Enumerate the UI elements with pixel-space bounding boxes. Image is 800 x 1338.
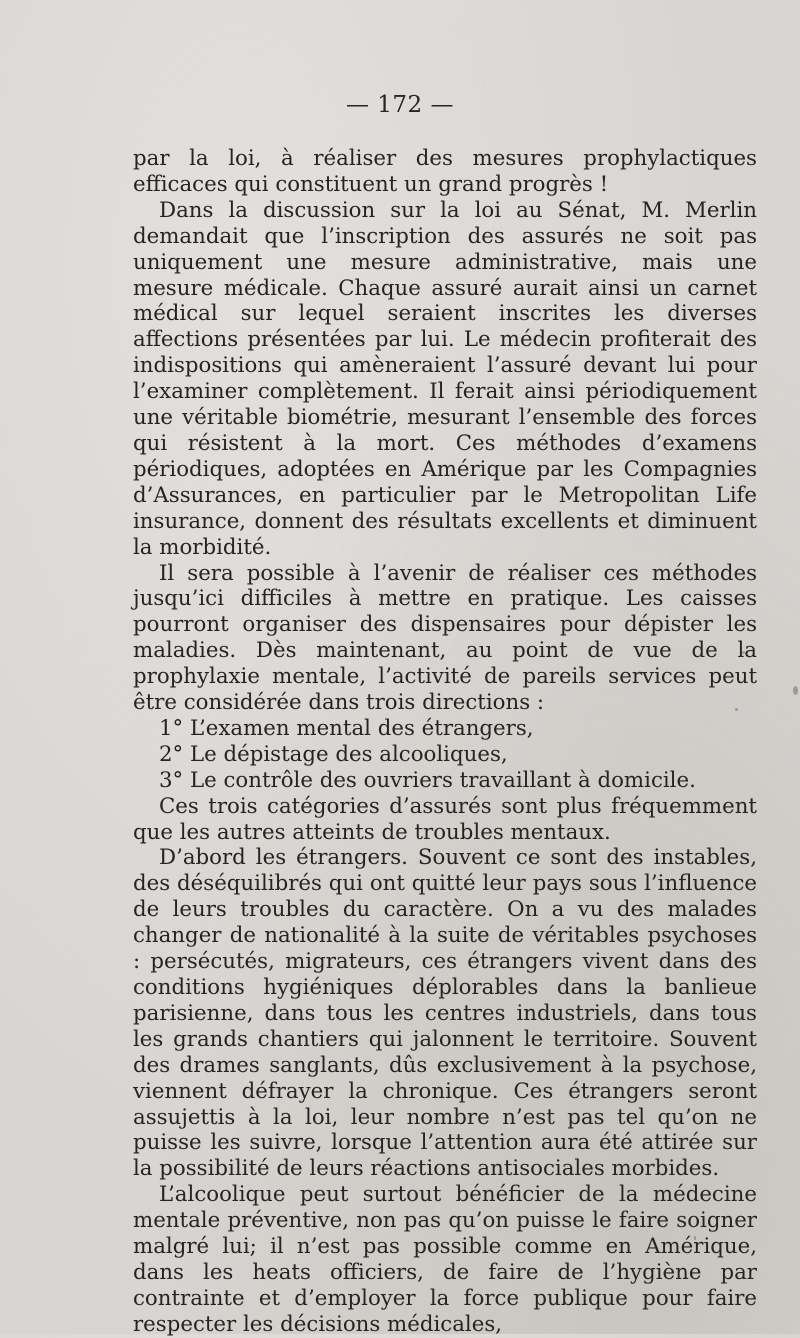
list-item: 2° Le dépistage des alcooliques, [159,741,508,767]
paragraph: par la loi, à réaliser des mesures prophylactiques efficaces qui constituent un grand progrès ! [133,146,757,197]
paper-speck [742,651,745,654]
paragraph: Ces trois catégories d’assurés sont plus fréquemment que les autres atteints de troubles mentaux. [133,793,757,845]
list-item: 3° Le contrôle des ouvriers travaillant à domicile. [159,767,696,793]
paragraph: Il sera possible à l’avenir de réaliser ces méthodes jusqu’ici difficiles à mettre en pratique. Les caisses pourront organiser des dispensaires pour dépister les maladies. Dès maintenant, au point de vue de la prophylaxie mentale, l’activité de pareils services peut être considérée dans trois directions : [133,560,757,716]
paper-speck [694,1236,696,1240]
paragraph: D’abord les étrangers. Souvent ce sont des instables, des déséquilibrés qui ont quitté leur pays sous l’influence de leurs troubles du caractère. On a vu des malades changer de nationalité à la suite de véritables psychoses : persécutés, migrateurs, ces étrangers vivent dans des conditions hygiéniques déplorables dans la banlieue parisienne, dans tous les centres industriels, dans tous les grands chantiers qui jalonnent le territoire. Souvent des drames sanglants, dûs exclusivement à la psychose, viennent défrayer la chronique. Ces étrangers seront assujettis à la loi, leur nombre n’est pas tel qu’on ne puisse les suivre, lorsque l’attention aura été attirée sur la possibilité de leurs réactions antisociales morbides. [133,845,757,1182]
numbered-list [133,716,757,794]
paper-speck [735,708,738,711]
paragraph: Dans la discussion sur la loi au Sénat, M. Merlin demandait que l’inscription des assurés ne soit pas uniquement une mesure administrative, mais une mesure médicale. Chaque assuré aurait ainsi un carnet médical sur lequel seraient inscrites les diverses affections présentées par lui. Le médecin profiterait des indispositions qui amèneraient l’assuré devant lui pour l’examiner complètement. Il ferait ainsi périodiquement une véritable biométrie, mesurant l’ensemble des forces qui résistent à la mort. Ces méthodes d’examens périodiques, adoptées en Amérique par les Compagnies d’Assurances, en particulier par le Metropolitan Life insurance, donnent des résultats excellents et diminuent la morbidité. [133,197,757,560]
body-text [133,146,757,1338]
paper-speck [793,686,798,695]
page-number: — 172 — [345,92,455,118]
paragraph: L’alcoolique peut surtout bénéficier de la médecine mentale préventive, non pas qu’on puisse le faire soigner malgré lui; il n’est pas possible comme en Amérique, dans les heats officiers, de faire de l’hygiène par contrainte et d’employer la force publique pour faire respecter les décisions médicales, [133,1182,757,1337]
list-item: 1° L’examen mental des étrangers, [159,715,534,741]
